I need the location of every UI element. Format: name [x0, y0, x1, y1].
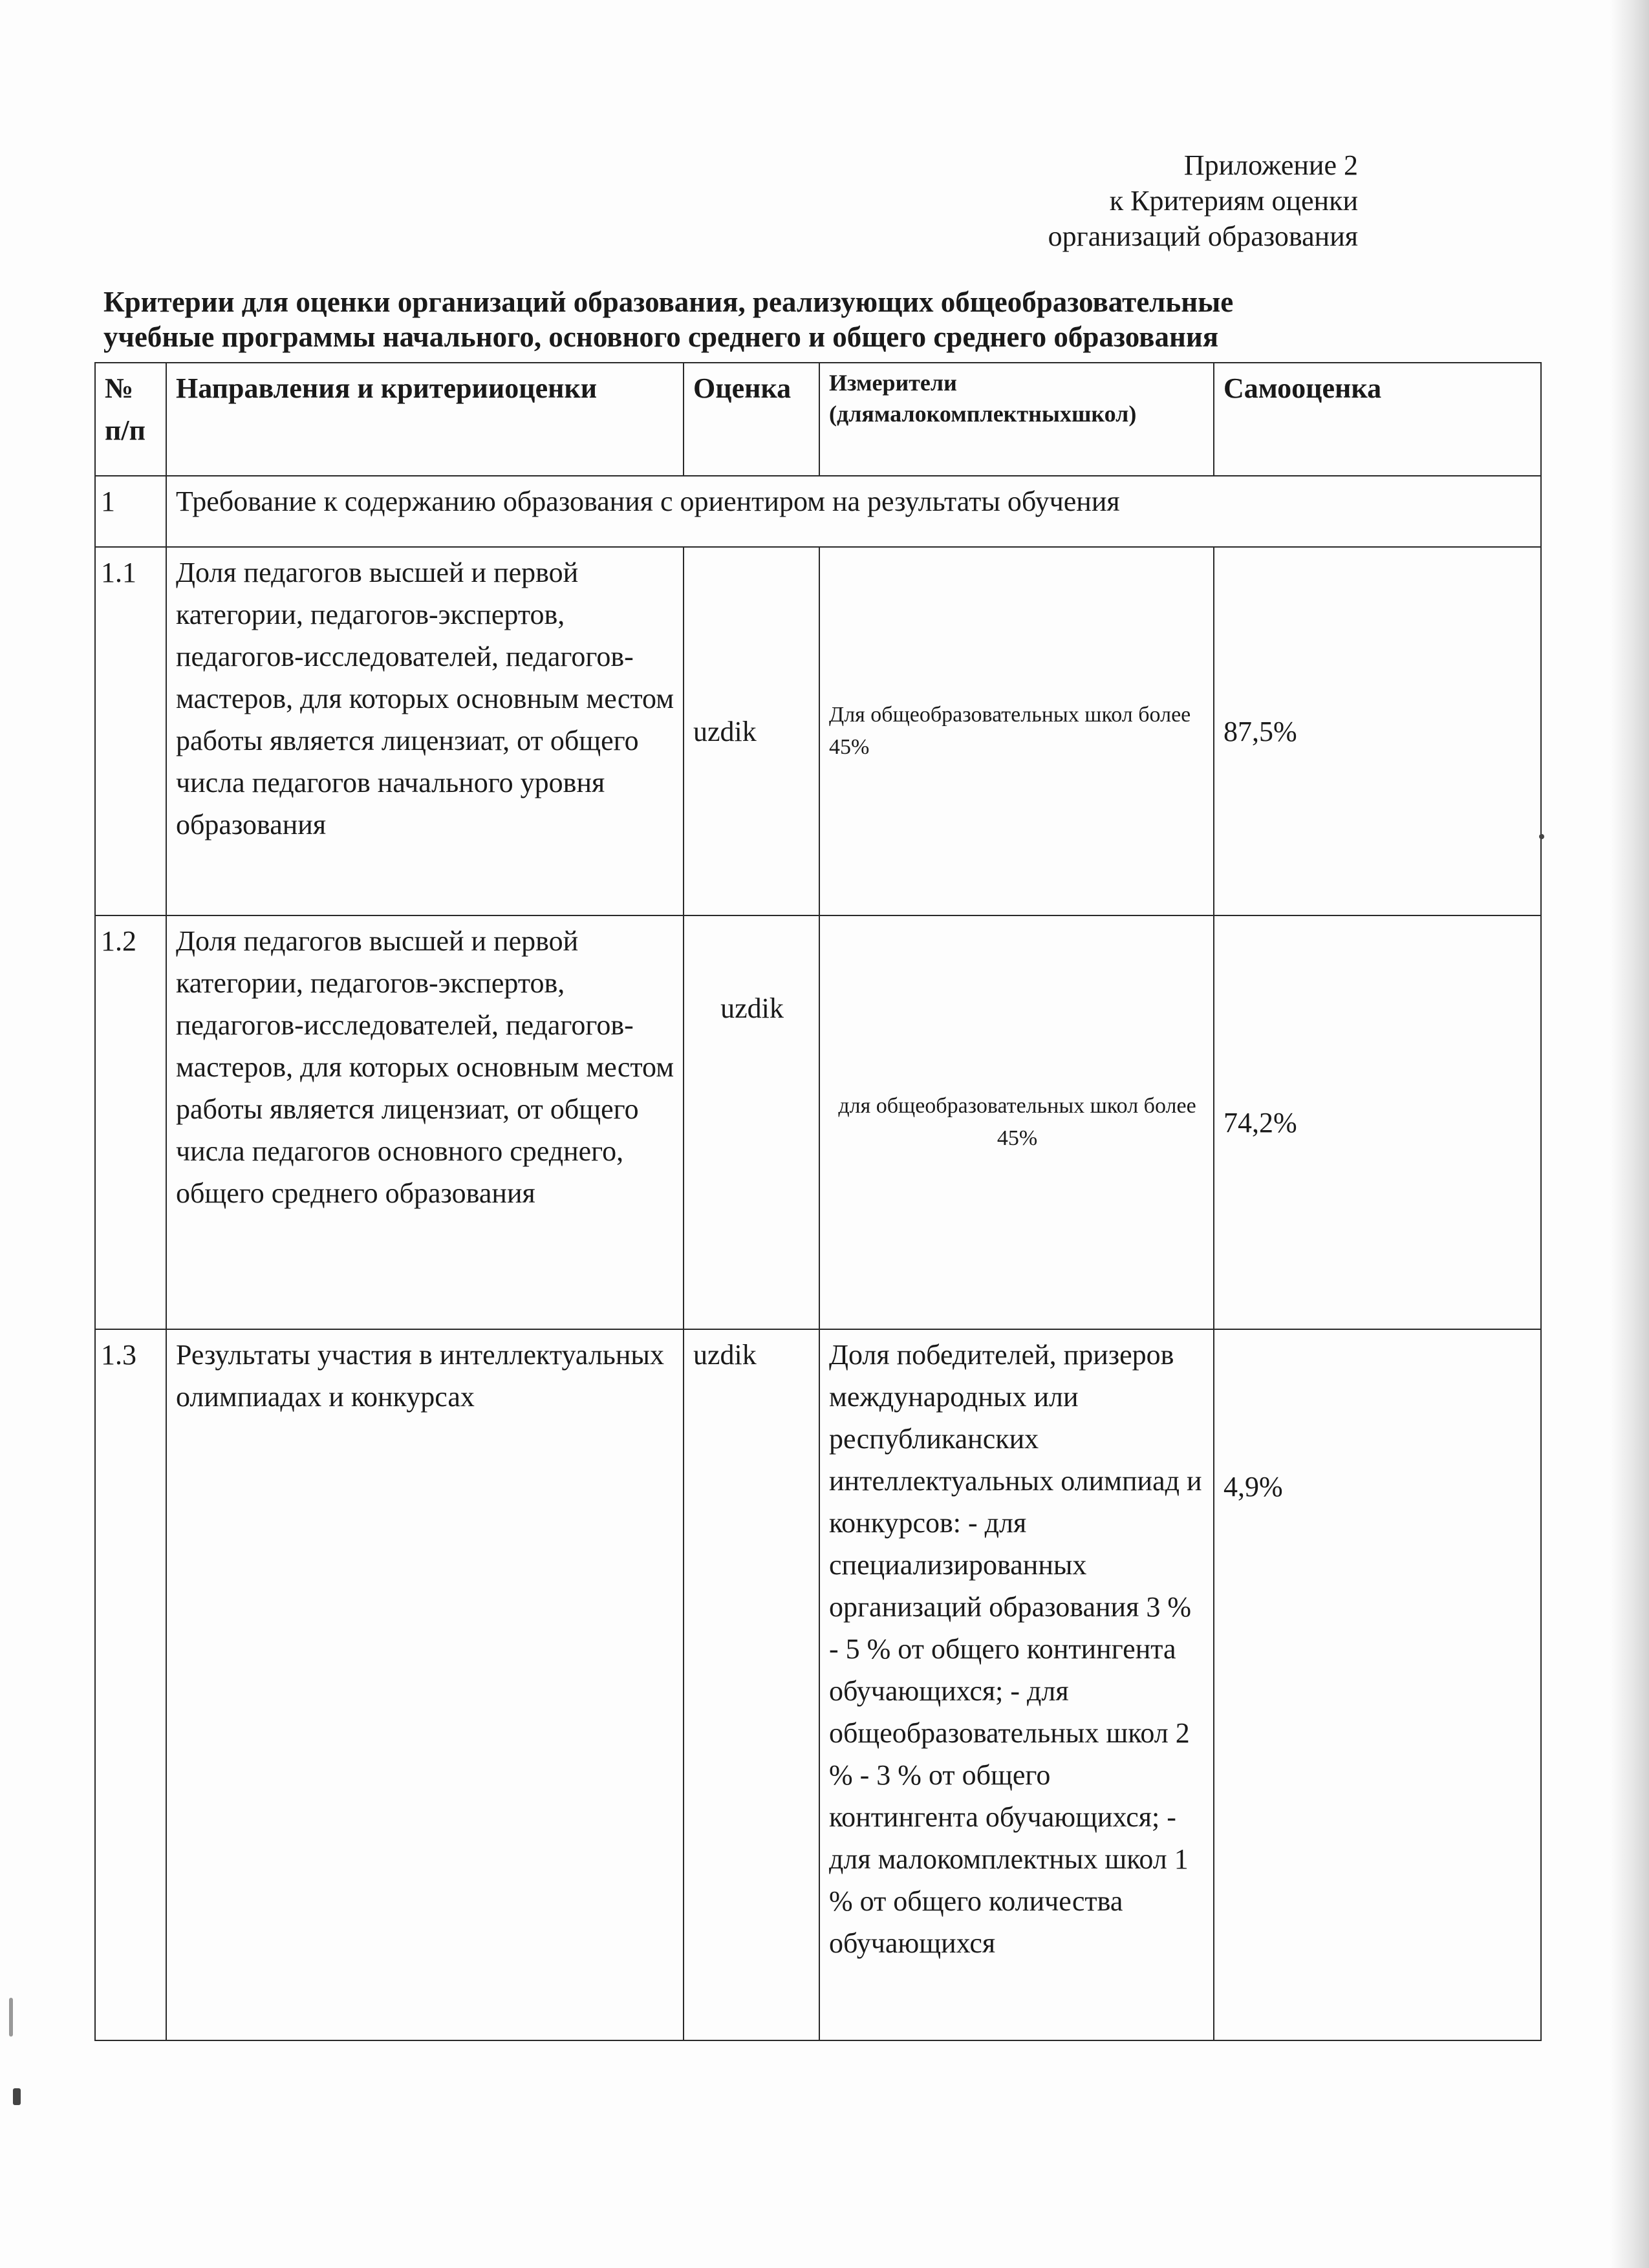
section-title: Требование к содержанию образования с ориентиром на результаты обучения	[166, 476, 1541, 547]
row-self-assessment: 74,2%	[1214, 915, 1541, 1329]
row-num: 1.1	[95, 547, 166, 915]
header-num: № п/п	[95, 363, 166, 476]
row-num: 1.3	[95, 1329, 166, 2040]
table-header-row	[95, 363, 1541, 476]
section-row	[95, 476, 1541, 547]
row-self-assessment: 4,9%	[1214, 1329, 1541, 2040]
document-title-line-2: учебные программы начального, основного среднего и общего среднего образования	[103, 321, 1219, 353]
appendix-line-3: организаций образования	[1048, 220, 1358, 252]
header-measures: Измерители (длямалокомплектныхшкол)	[819, 363, 1214, 476]
criteria-table	[94, 362, 1542, 2041]
appendix-line-1: Приложение 2	[1183, 149, 1358, 181]
row-estimate: uzdik	[684, 915, 819, 1329]
scan-speck	[9, 1998, 13, 2037]
appendix-note	[983, 147, 1358, 254]
row-measures: Для общеобразовательных школ более 45%	[819, 547, 1214, 915]
table-row	[95, 1329, 1541, 2040]
row-direction: Результаты участия в интеллектуальных олимпиадах и конкурсах	[166, 1329, 684, 2040]
row-direction: Доля педагогов высшей и первой категории, педагогов-экспертов, педагогов-исследователей, педагогов-мастеров, для которых основным местом работы является лицензиат, от общего числа педагогов начального уровня образования	[166, 547, 684, 915]
scan-speck	[13, 2088, 21, 2105]
row-num: 1.2	[95, 915, 166, 1329]
row-measures: Доля победителей, призеров международных или республиканских интеллектуальных олимпиад и конкурсов: - для специализированных организаций образования 3 % - 5 % от общего контингента обучающихся; - для общеобразовательных школ 2 % - 3 % от общего контингента обучающихся; - для малокомплектных школ 1 % от общего количества обучающихся	[819, 1329, 1214, 2040]
section-num: 1	[95, 476, 166, 547]
row-measures: для общеобразовательных школ более 45%	[819, 915, 1214, 1329]
header-estimate: Оценка	[684, 363, 819, 476]
scan-edge-shadow	[1610, 0, 1649, 2268]
row-estimate: uzdik	[684, 547, 819, 915]
row-self-assessment: 87,5%	[1214, 547, 1541, 915]
scan-speck	[1539, 834, 1544, 839]
row-direction: Доля педагогов высшей и первой категории, педагогов-экспертов, педагогов-исследователей, педагогов-мастеров, для которых основным местом работы является лицензиат, от общего числа педагогов основного среднего, общего среднего образования	[166, 915, 684, 1329]
appendix-line-2: к Критериям оценки	[1109, 185, 1358, 217]
table-row	[95, 547, 1541, 915]
header-direction: Направления и критерииоценки	[166, 363, 684, 476]
document-title-line-1: Критерии для оценки организаций образования, реализующих общеобразовательные	[103, 286, 1234, 318]
row-estimate: uzdik	[684, 1329, 819, 2040]
table-row	[95, 915, 1541, 1329]
header-self-assessment: Самооценка	[1214, 363, 1541, 476]
document-title	[103, 284, 1403, 354]
